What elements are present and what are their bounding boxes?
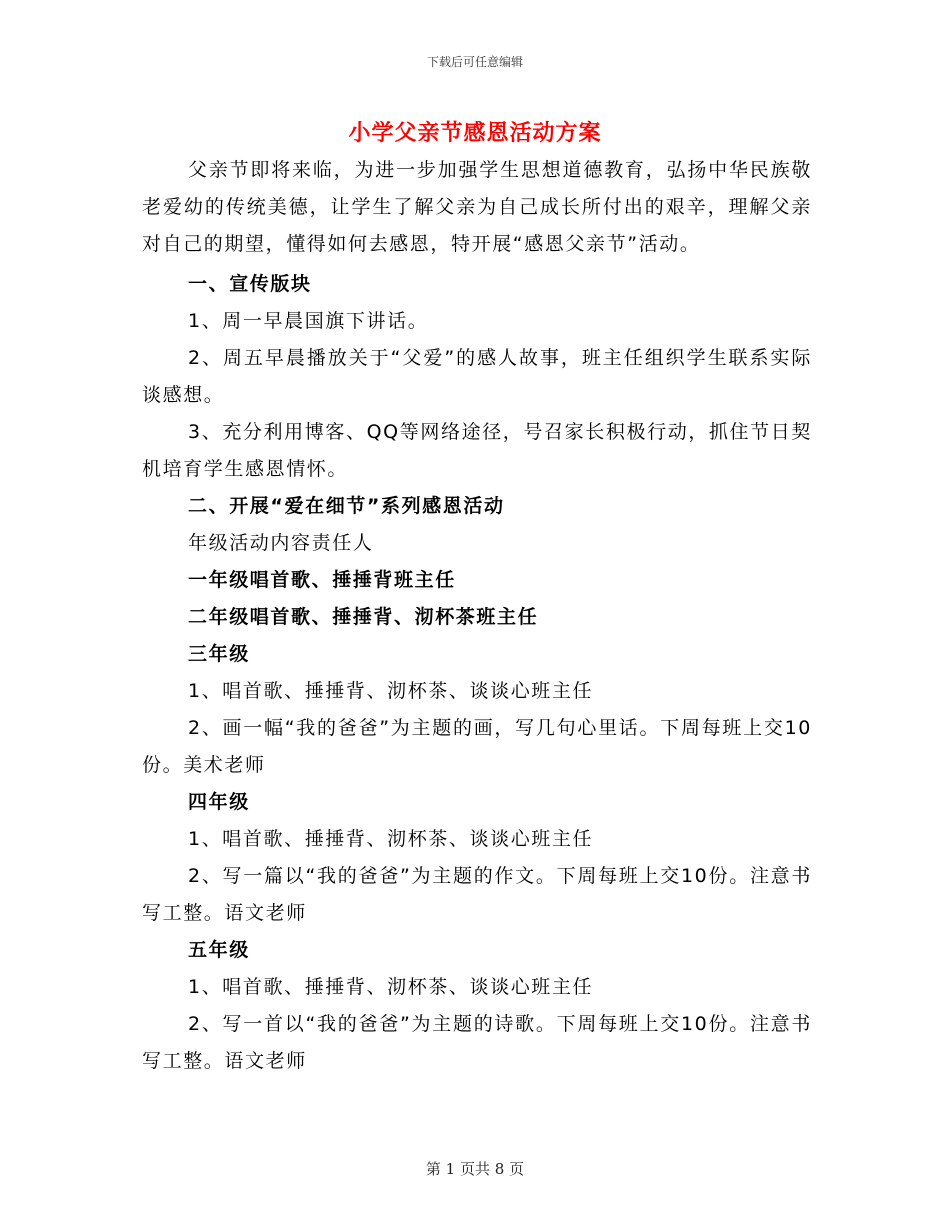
page-footer: 第 1 页共 8 页	[425, 1160, 525, 1178]
intro-paragraph: 父亲节即将来临，为进一步加强学生思想道德教育，弘扬中华民族敬老爱幼的传统美德，让学生了解父亲为自己成长所付出的艰辛，理解父亲对自己的期望，懂得如何去感恩，特开展“感恩父亲节”活动。	[142, 159, 812, 255]
list-item: 1、唱首歌、捶捶背、沏杯茶、谈谈心班主任	[188, 828, 594, 850]
grade-row: 二年级唱首歌、捶捶背、沏杯茶班主任	[188, 606, 539, 628]
grade-heading: 三年级	[188, 643, 250, 665]
list-item: 1、周一早晨国旗下讲话。	[188, 310, 429, 332]
list-item: 1、唱首歌、捶捶背、沏杯茶、谈谈心班主任	[188, 680, 594, 702]
list-item: 2、写一篇以“我的爸爸”为主题的作文。下周每班上交10份。注意书写工整。语文老师	[142, 865, 812, 924]
list-item: 2、画一幅“我的爸爸”为主题的画，写几句心里话。下周每班上交10份。美术老师	[142, 717, 812, 776]
list-item: 1、唱首歌、捶捶背、沏杯茶、谈谈心班主任	[188, 976, 594, 998]
page-header: 下载后可任意编辑	[426, 55, 523, 69]
list-item: 2、写一首以“我的爸爸”为主题的诗歌。下周每班上交10份。注意书写工整。语文老师	[142, 1013, 812, 1072]
grade-heading: 四年级	[188, 791, 250, 813]
list-item: 3、充分利用博客、QQ等网络途径，号召家长积极行动，抓住节日契机培育学生感恩情怀。	[142, 421, 812, 480]
section-heading-activities: 二、开展“爱在细节”系列感恩活动	[188, 495, 505, 517]
table-header-line: 年级活动内容责任人	[188, 532, 374, 554]
grade-heading: 五年级	[188, 939, 250, 961]
document-title: 小学父亲节感恩活动方案	[348, 121, 602, 146]
grade-row: 一年级唱首歌、捶捶背班主任	[188, 569, 456, 591]
list-item: 2、周五早晨播放关于“父爱”的感人故事，班主任组织学生联系实际谈感想。	[142, 347, 812, 406]
section-heading-publicity: 一、宣传版块	[188, 273, 312, 295]
document-body	[142, 152, 812, 1080]
